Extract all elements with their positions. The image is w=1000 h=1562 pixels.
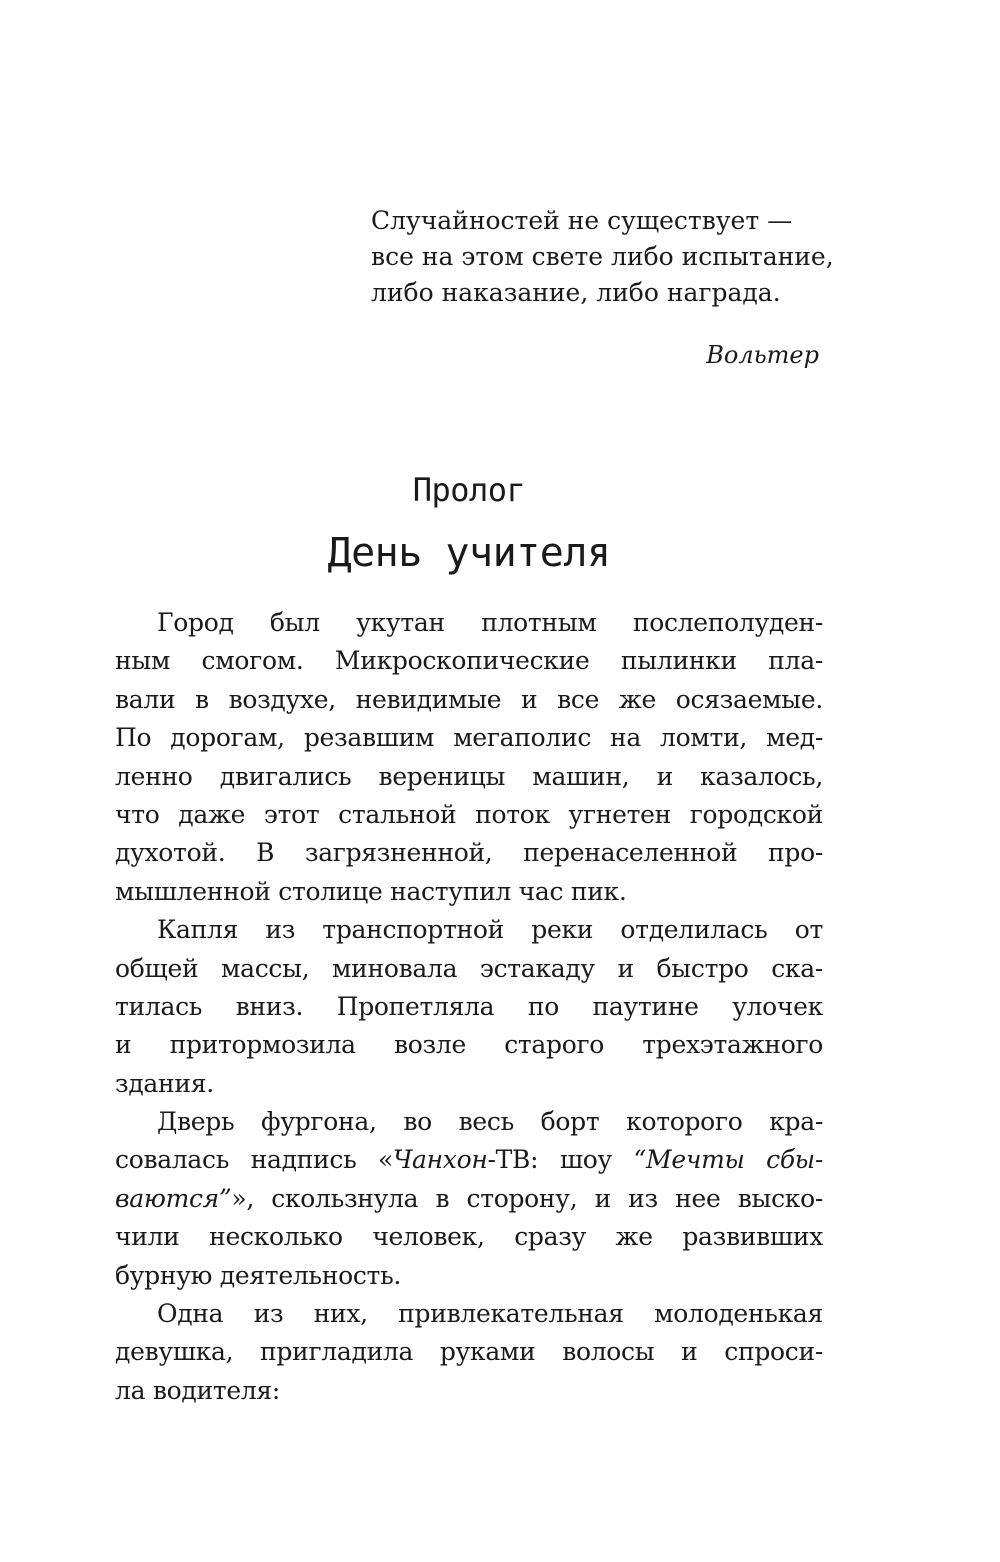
paragraph-4 xyxy=(115,1295,823,1410)
text-line xyxy=(115,1180,823,1218)
paragraph-3 xyxy=(115,1103,823,1295)
text-line: Одна из них, привлекательная молоденькая xyxy=(157,1299,823,1329)
text-line: Дверь фургона, во весь борт которого кра- xyxy=(157,1107,823,1137)
epigraph-line: все на этом свете либо испытание, xyxy=(371,242,834,271)
text-line: тилась вниз. Пропетляла по паутине улочек xyxy=(115,991,823,1021)
text-line: Город был укутан плотным послеполуден- xyxy=(157,608,823,637)
body-text xyxy=(115,604,823,1410)
text-fragment: », скользнула в сторону, и из нее выско- xyxy=(231,1183,823,1213)
text-fragment: совалась надпись « xyxy=(115,1145,394,1175)
epigraph-line: либо наказание, либо награда. xyxy=(371,278,781,307)
text-line: духотой. В загрязненной, перенаселенной про- xyxy=(115,838,823,868)
text-line: чили несколько человек, сразу же развивших xyxy=(115,1222,823,1252)
prologue-label: Пролог xyxy=(412,471,526,509)
show-name: “Мечты сбы- xyxy=(633,1145,823,1175)
text-fragment: -ТВ: шоу xyxy=(487,1145,634,1175)
text-line: и притормозила возле старого трехэтажного xyxy=(115,1030,823,1060)
channel-name: Чанхон xyxy=(393,1145,488,1175)
epigraph xyxy=(371,203,834,372)
text-line: девушка, пригладила руками волосы и спроси- xyxy=(115,1337,823,1367)
text-line: общей массы, миновала эстакаду и быстро ска- xyxy=(115,953,823,983)
text-line: мышленной столице наступил час пик. xyxy=(115,876,627,906)
text-line: вали в воздухе, невидимые и все же осязаемые. xyxy=(115,684,823,714)
chapter-title: День учителя xyxy=(327,530,611,576)
epigraph-author: Вольтер xyxy=(706,341,819,369)
text-line: Капля из транспортной реки отделилась от xyxy=(157,915,823,945)
text-line: ленно двигались вереницы машин, и казалось, xyxy=(115,761,823,791)
text-line: бурную деятельность. xyxy=(115,1260,402,1290)
text-line xyxy=(115,1141,823,1179)
text-line: ным смогом. Микроскопические пылинки пла- xyxy=(115,646,823,676)
paragraph-1 xyxy=(115,604,823,911)
text-line: что даже этот стальной поток угнетен городской xyxy=(115,799,823,829)
text-line: здания. xyxy=(115,1068,214,1098)
paragraph-2 xyxy=(115,911,823,1103)
show-name-end: ваются” xyxy=(115,1183,232,1213)
text-line: По дорогам, резавшим мегаполис на ломти, мед- xyxy=(115,723,823,753)
epigraph-line: Случайностей не существует — xyxy=(371,206,793,235)
epigraph-quote xyxy=(371,203,834,311)
text-line: ла водителя: xyxy=(115,1375,281,1405)
